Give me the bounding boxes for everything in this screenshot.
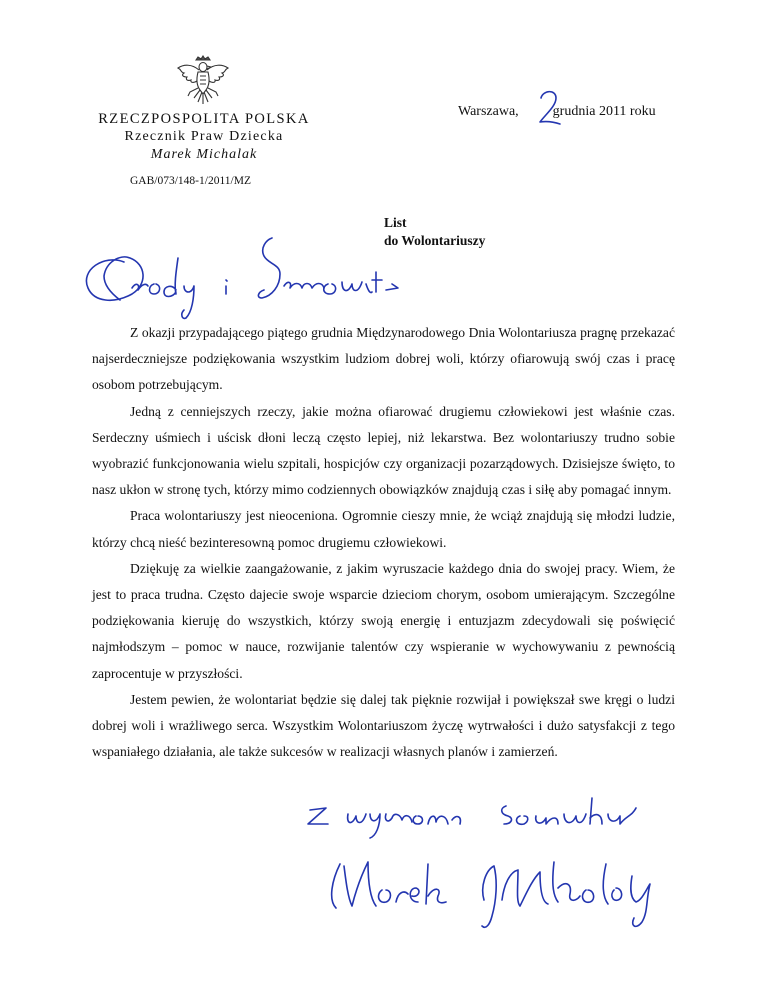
date-month-year: grudnia 2011 roku [552,104,656,119]
paragraph-2: Jedną z cenniejszych rzeczy, jakie można ofiarować drugiemu człowiekowi jest właśnie czas. Serdeczny uśmiech i uścisk dłoni leczą często lepiej, niż lekarstwa. Bez wolontariuszy trudno sobie wyobrazić funkcjonowania wielu szpitali, hospicjów czy organizacji pozarządowych. Dzisiejsze święto, to nasz ukłon w stronę tych, którzy mimo codziennych obowiązków znajdują czas i siłę aby pomagać innym. [92,403,675,498]
paragraph-4: Dziękuję za wielkie zaangażowanie, z jakim wyruszacie każdego dnia do swojej pracy. Wiem, że jest to praca trudna. Często dajecie swoje wsparcie dzieciom chorym, osobom umierającym. Szczególne podziękowania kieruję do wszystkich, którzy swoją energię i entuzjazm zdecydowali się poświęcić najmłodszym – pomoc w nauce, rozwijanie talentów czy wspieranie w wychowywaniu z pewnością zaprocentuje w przyszłości. [92,560,675,681]
handwritten-closing-and-signature [296,790,656,940]
handwritten-salutation [76,228,412,320]
handwritten-day-2 [536,88,564,128]
letter-body [92,320,675,765]
white-eagle-emblem-icon [176,54,230,106]
letterhead [84,110,324,164]
paragraph-5: Jestem pewien, że wolontariat będzie się dalej tak pięknie rozwijał i powiększał swe kręgi o ludzi dobrej woli i wrażliwego serca. Wszystkim Wolontariuszom życzę wytrwałości i dużo satysfakcji z tego wspaniałego działania, ale także sukcesów w realizacji własnych planów i zamierzeń. [92,691,675,760]
office-name: Rzecznik Praw Dziecka [124,129,284,144]
institution-name: RZECZPOSPOLITA POLSKA [98,111,310,127]
officeholder-name: Marek Michalak [150,147,258,162]
paragraph-3: Praca wolontariuszy jest nieoceniona. Ogromnie cieszy mnie, że wciąż znajdują się młodzi ludzie, którzy chcą nieść bezinteresowną pomoc drugiemu człowiekowi. [92,508,675,550]
paragraph-1: Z okazji przypadającego piątego grudnia Międzynarodowego Dnia Wolontariusza pragnę przekazać najserdeczniejsze podziękowania wszystkim ludziom dobrej woli, którzy ofiarowują swój czas i pracę osobom potrzebującym. [92,325,675,393]
reference-number: GAB/073/148-1/2011/MZ [130,175,251,187]
title-line-2: do Wolontariuszy [384,233,486,248]
date-place: Warszawa, [458,104,519,119]
title-line-1: List [384,215,407,230]
